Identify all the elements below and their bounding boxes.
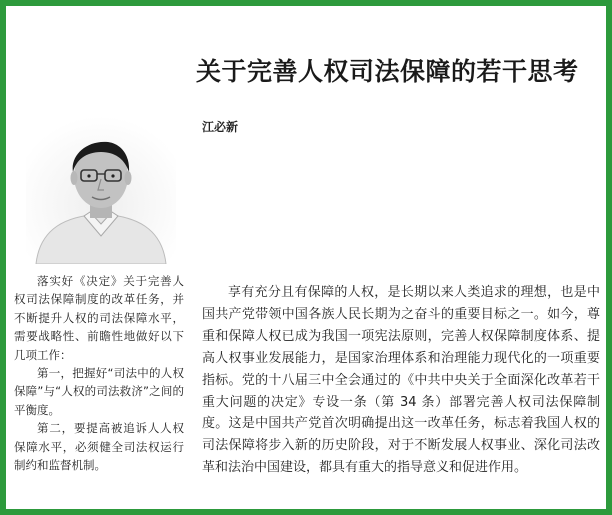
article-author: 江必新 <box>202 120 239 134</box>
article-page <box>6 6 606 509</box>
body-paragraph: 享有充分且有保障的人权，是长期以来人类追求的理想，也是中国共产党带领中国各族人民长期为之奋斗的重要目标之一。如今，尊重和保障人权已成为我国一项宪法原则，完善人权保障制度体系、提高人权事业发展能力，是国家治理体系和治理能力现代化的一项重要指标。党的十八届三中全会通过的《中共中央关于全面深化改革若干重大问题的决定》专设一条（第 34 条）部署完善人权司法保障制度。这是中国共产党首次明确提出这一改革任务，标志着我国人权的司法保障将步入新的历史阶段，对于不断发展人权事业、深化司法改革和法治中国建设，都具有重大的指导意义和促进作用。 <box>202 285 600 476</box>
article-body <box>202 282 600 479</box>
sidebar-paragraph: 第二，要提高被追诉人人权保障水平，必须健全司法权运行制约和监督机制。 <box>14 421 184 473</box>
sidebar-summary <box>14 272 184 474</box>
author-portrait <box>26 116 176 264</box>
sidebar-paragraph: 第一，把握好“司法中的人权保障”与“人权的司法救济”之间的平衡度。 <box>14 366 184 417</box>
article-title: 关于完善人权司法保障的若干思考 <box>196 57 579 86</box>
sidebar-paragraph: 落实好《决定》关于完善人权司法保障制度的改革任务，并不断提升人权的司法保障水平，需要战略性、前瞻性地做好以下几项工作： <box>14 274 184 362</box>
